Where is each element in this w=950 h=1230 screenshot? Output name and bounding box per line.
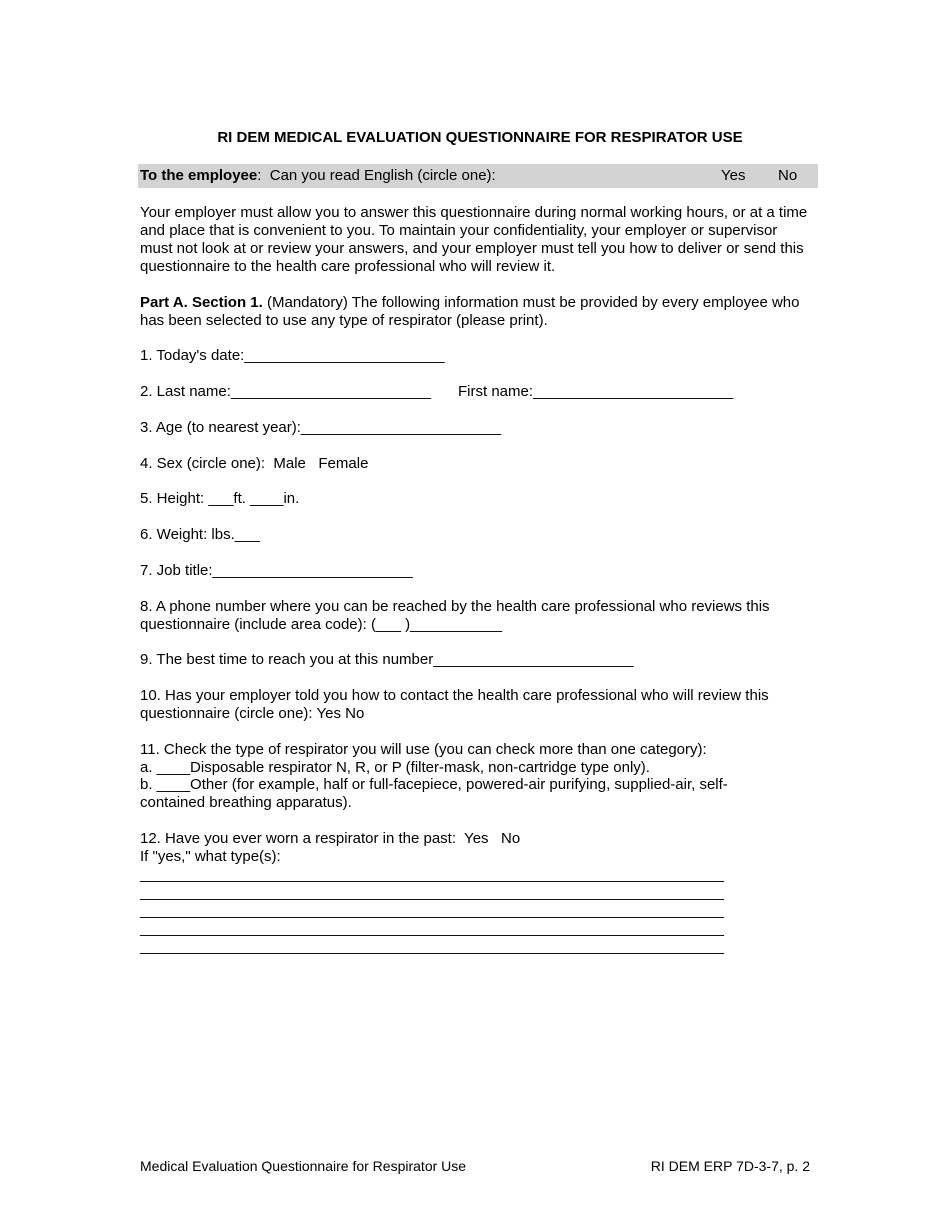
answer-line[interactable]: ______________________________________________________________________: [140, 902, 724, 919]
question-what-types: If "yes," what type(s):: [140, 848, 281, 865]
answer-line[interactable]: ______________________________________________________________________: [140, 884, 724, 901]
read-english-bar: [138, 164, 818, 188]
question-last-name[interactable]: 2. Last name:________________________: [140, 383, 432, 400]
read-english-yes-option[interactable]: Yes: [721, 167, 746, 184]
question-weight[interactable]: 6. Weight: lbs.___: [140, 526, 260, 543]
question-sex[interactable]: 4. Sex (circle one): Male Female: [140, 455, 369, 472]
footer-document-name: Medical Evaluation Questionnaire for Respirator Use: [140, 1158, 467, 1174]
page-title: RI DEM MEDICAL EVALUATION QUESTIONNAIRE FOR RESPIRATOR USE: [217, 129, 743, 146]
answer-line[interactable]: ______________________________________________________________________: [140, 938, 724, 955]
option-other-respirator-cont: contained breathing apparatus).: [140, 794, 352, 811]
option-other-respirator[interactable]: b. ____Other (for example, half or full-facepiece, powered-air purifying, supplied-air, self-: [140, 776, 728, 793]
part-a-label: Part A. Section 1.: [140, 294, 263, 311]
question-job-title[interactable]: 7. Job title:________________________: [140, 562, 413, 579]
to-employee-label: To the employee: [140, 167, 258, 184]
intro-paragraph: Your employer must allow you to answer this questionnaire during normal working hours, or at a time and place that is convenient to you. To maintain your confidentiality, your employer or supervisor must not look at or review your answers, and your employer must tell you how to deliver or send this questionnaire to the health care professional who will review it.: [140, 204, 808, 275]
question-height[interactable]: 5. Height: ___ft. ____in.: [140, 490, 300, 507]
option-disposable-respirator[interactable]: a. ____Disposable respirator N, R, or P (filter-mask, non-cartridge type only).: [140, 759, 650, 776]
question-age[interactable]: 3. Age (to nearest year):________________________: [140, 419, 502, 436]
question-respirator-type: 11. Check the type of respirator you will use (you can check more than one category):: [140, 741, 707, 758]
question-todays-date[interactable]: 1. Today's date:________________________: [140, 347, 445, 364]
answer-line[interactable]: ______________________________________________________________________: [140, 866, 724, 883]
read-english-text: : Can you read English (circle one):: [257, 167, 496, 184]
read-english-no-option[interactable]: No: [778, 167, 798, 184]
question-best-time[interactable]: 9. The best time to reach you at this number________________________: [140, 651, 634, 668]
answer-line[interactable]: ______________________________________________________________________: [140, 920, 724, 937]
question-first-name[interactable]: First name:________________________: [458, 383, 734, 400]
question-phone-number[interactable]: 8. A phone number where you can be reached by the health care professional who reviews this questionnaire (include area code): (___ )___________: [140, 598, 770, 633]
question-worn-respirator[interactable]: 12. Have you ever worn a respirator in the past: Yes No: [140, 830, 521, 847]
part-a-heading: [140, 294, 808, 330]
read-english-question: [140, 167, 496, 185]
part-a-text: (Mandatory) The following information must be provided by every employee who has been selected to use any type of respirator (please print).: [140, 294, 800, 329]
footer-page-ref: RI DEM ERP 7D-3-7, p. 2: [650, 1158, 810, 1174]
question-employer-told[interactable]: 10. Has your employer told you how to contact the health care professional who will review this questionnaire (circle one): Yes No: [140, 687, 769, 722]
